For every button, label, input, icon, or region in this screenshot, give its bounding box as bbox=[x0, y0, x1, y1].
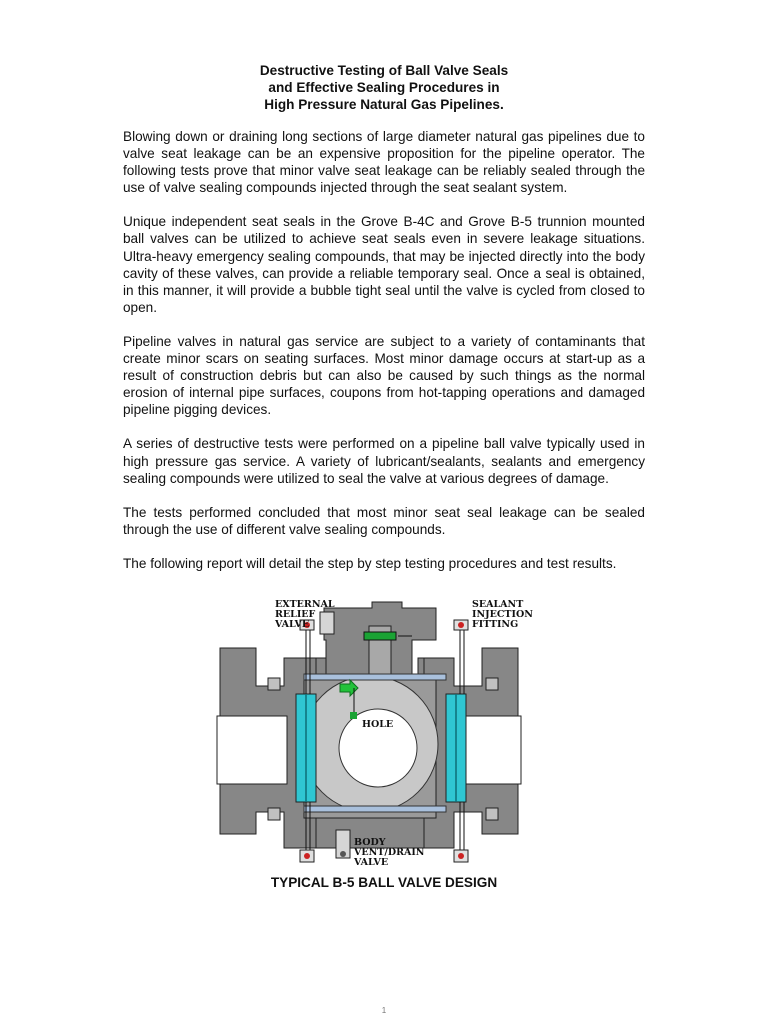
label-sealant-injection: FITTING bbox=[472, 619, 519, 630]
title-line: and Effective Sealing Procedures in bbox=[268, 80, 500, 95]
label-hole: HOLE bbox=[362, 719, 394, 730]
paragraph: The following report will detail the step by step testing procedures and test results. bbox=[123, 555, 617, 571]
label-body-vent: VENT/DRAIN bbox=[354, 847, 425, 858]
label-sealant-injection: INJECTION bbox=[472, 609, 533, 620]
bottom-guide-plate bbox=[304, 806, 446, 812]
page-number: 1 bbox=[381, 1006, 387, 1015]
ball-valve-drawing bbox=[216, 598, 533, 870]
left-bore bbox=[217, 716, 287, 784]
label-external-relief: RELIEF bbox=[275, 609, 316, 620]
hole-marker bbox=[350, 712, 357, 719]
paragraph: Unique independent seat seals in the Grove B-4C and Grove B-5 trunnion mounted ball valves can be utilized to achieve seat seals even in severe leakage situations. Ultra-heavy emergency sealing compounds, that may be injected directly into the body cavity of these valves, can provide a reliable temporary seal. Once a seal is obtained, in this manner, it will provide a bubble tight seal until the valve is cycled from closed to open. bbox=[123, 214, 645, 315]
paragraph: Blowing down or draining long sections of large diameter natural gas pipelines due to valve seat leakage can be an expensive proposition for the pipeline operator. The following tests prove that minor valve seat leakage can be reliably sealed through the use of valve sealing compounds injected through the seat sealant system. bbox=[123, 129, 645, 196]
paragraph: A series of destructive tests were performed on a pipeline ball valve typically used in high pressure gas service. A variety of lubricant/sealants, sealants and emergency sealing compounds were utilized to seal the valve at various degrees of damage. bbox=[123, 436, 645, 486]
label-external-relief: VALVE bbox=[275, 619, 310, 630]
ball-valve-diagram bbox=[216, 598, 533, 870]
top-guide-plate bbox=[304, 674, 446, 680]
title-line: Destructive Testing of Ball Valve Seals bbox=[259, 63, 509, 78]
label-body-vent: BODY bbox=[354, 837, 386, 848]
stem-seal-ring bbox=[364, 632, 396, 640]
label-sealant-injection: SEALANT bbox=[472, 599, 524, 610]
paragraph: The tests performed concluded that most minor seat seal leakage can be sealed through the use of different valve sealing compounds. bbox=[123, 504, 645, 537]
label-body-vent: VALVE bbox=[354, 857, 389, 868]
title-line: High Pressure Natural Gas Pipelines. bbox=[264, 97, 504, 112]
document-title bbox=[0, 62, 768, 113]
document-body bbox=[123, 128, 645, 589]
external-relief-valve bbox=[320, 612, 334, 634]
figure-caption: TYPICAL B-5 BALL VALVE DESIGN bbox=[270, 875, 498, 890]
label-external-relief: EXTERNAL bbox=[275, 599, 335, 610]
paragraph: Pipeline valves in natural gas service are subject to a variety of contaminants that create minor scars on seating surfaces. Most minor damage occurs at start-up as a result of construction debris but can also be caused by such things as the normal erosion of internal pipe surfaces, coupons from hot-tapping operations and damaged pipeline pigging devices. bbox=[123, 333, 645, 418]
drain-valve-knob bbox=[340, 851, 346, 857]
